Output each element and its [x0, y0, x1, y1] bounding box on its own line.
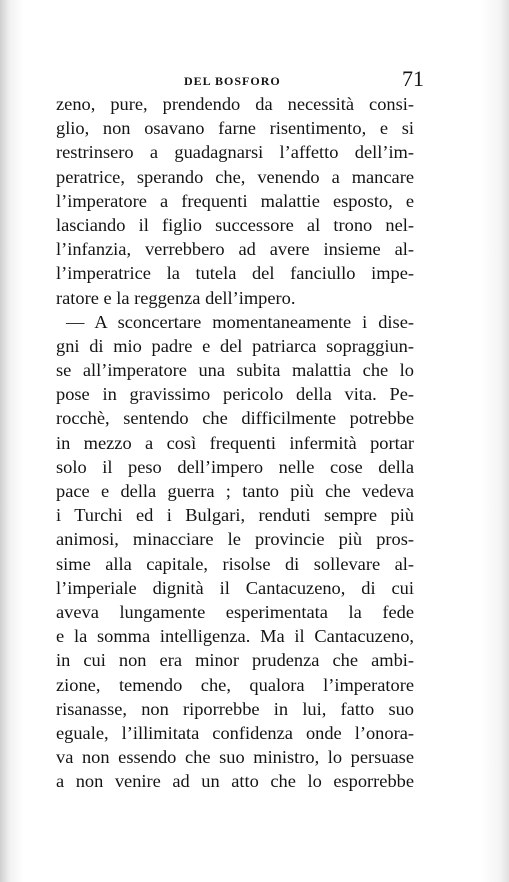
text-line: peratrice, sperando che, venendo a mancare — [56, 166, 414, 187]
text-line: va non essendo che suo ministro, lo persuase — [56, 747, 414, 768]
text-line: lasciando il figlio successore al trono nel- — [56, 214, 414, 235]
text-line: pose in gravissimo pericolo della vita. Pe- — [56, 384, 414, 405]
text-line: — A sconcertare momentaneamente i dise- — [66, 311, 414, 332]
text-line: risanasse, non riporrebbe in lui, fatto suo — [56, 698, 414, 719]
text-line: zeno, pure, prendendo da necessità consi- — [56, 94, 414, 114]
page-number: 71 — [402, 66, 424, 91]
text-line: l’infanzia, verrebbero ad avere insieme al- — [56, 239, 414, 260]
text-line: animosi, minacciare le provincie più pros- — [56, 529, 414, 550]
text-line: zione, temendo che, qualora l’imperatore — [56, 674, 414, 695]
text-line: se all’imperatore una subita malattia che lo — [56, 360, 414, 381]
text-line: sime alla capitale, risolse di sollevare al- — [56, 553, 414, 574]
text-line: in mezzo a così frequenti infermità portar — [56, 432, 414, 453]
text-line: rocchè, sentendo che difficilmente potrebbe — [56, 408, 414, 429]
text-line: ratore e la reggenza dell’impero. — [56, 287, 296, 308]
text-line: eguale, l’illimitata confidenza onde l’onora- — [56, 722, 414, 743]
text-line: in cui non era minor prudenza che ambi- — [56, 650, 414, 671]
text-line: pace e della guerra ; tanto più che vedeva — [56, 481, 414, 501]
text-line: l’imperiale dignità il Cantacuzeno, di cui — [56, 577, 414, 598]
text-line: restrinsero a guadagnarsi l’affetto dell’im- — [56, 142, 414, 163]
text-line: l’imperatrice la tutela del fanciullo impe- — [56, 263, 414, 284]
text-line: glio, non osavano farne risentimento, e si — [56, 118, 414, 139]
running-title: DEL BOSFORO — [184, 74, 281, 88]
text-line: l’imperatore a frequenti malattie esposto, e — [56, 190, 414, 211]
running-head — [56, 66, 426, 94]
text-line: aveva lungamente esperimentata la fede — [56, 601, 414, 622]
text-line: i Turchi ed i Bulgari, renduti sempre più — [56, 505, 414, 526]
body-text — [56, 92, 414, 793]
text-line: e la somma intelligenza. Ma il Cantacuzeno, — [56, 626, 414, 647]
text-line: solo il peso dell’impero nelle cose della — [56, 456, 414, 477]
text-line: gni di mio padre e del patriarca sopraggiun- — [56, 335, 414, 356]
text-line: a non venire ad un atto che lo esporrebbe — [56, 771, 414, 792]
